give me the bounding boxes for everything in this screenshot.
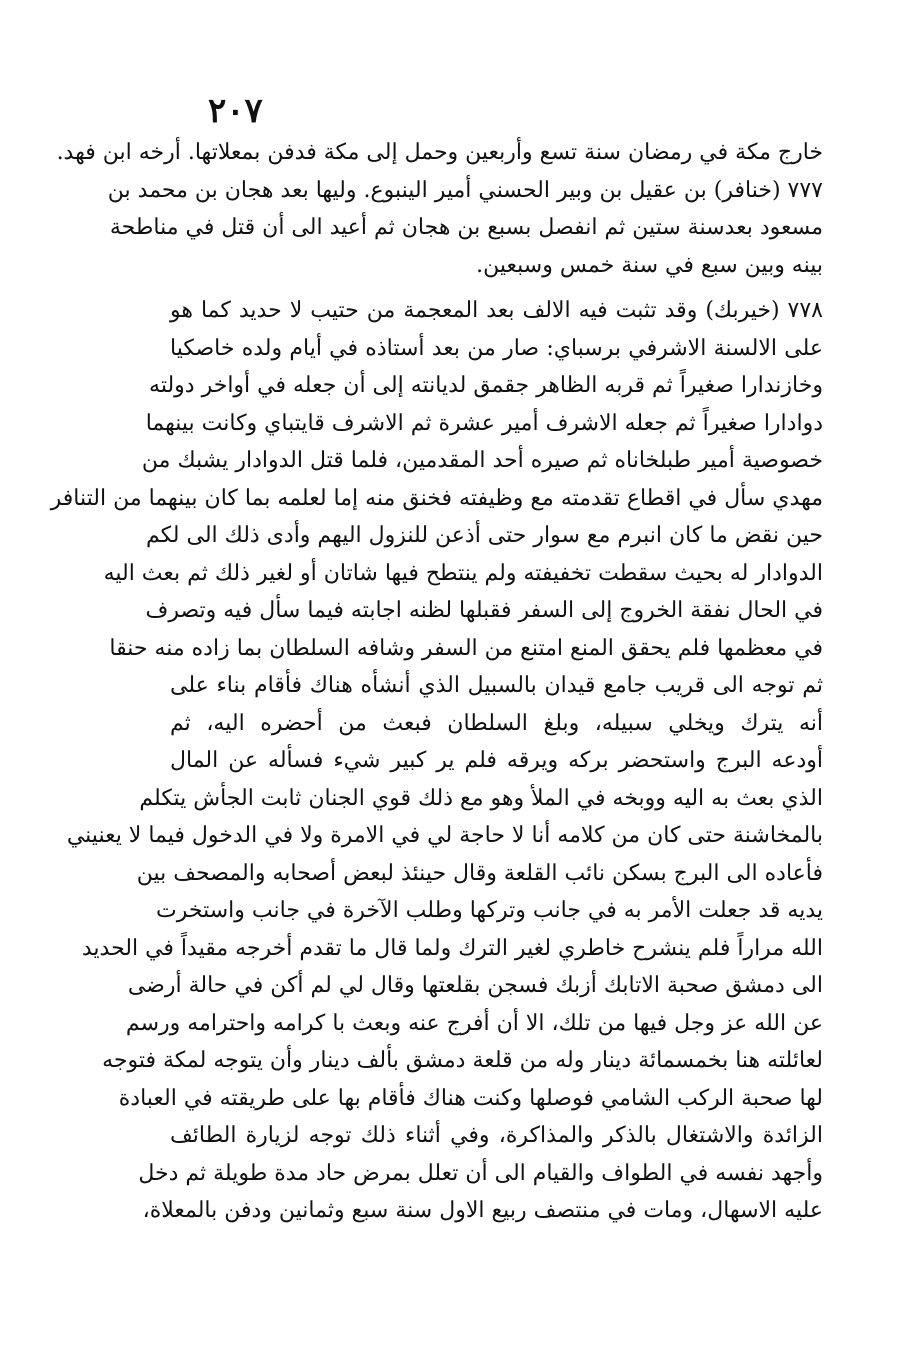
text-line: الى دمشق صحبة الاتابك أزبك فسجن بقلعتها وقال لي لم أكن في حالة أرضى: [127, 973, 823, 998]
text-line: الدوادار له بحيث سقطت تخفيفته ولم ينتطح فيها شاتان أو لغير ذلك ثم بعث اليه: [103, 560, 823, 586]
text-line: وخازندارا صغيراً ثم قربه الظاهر جقمق لديانته إلى أن جعله في أواخر دولته: [149, 373, 823, 398]
text-line: في الحال نفقة الخروج إلى السفر فقبلها لظنه اجابته فيما سأل فيه وتصرف: [145, 598, 823, 623]
body-text: [50, 134, 823, 1230]
text-line: مسعود بعدسنة ستين ثم انفصل بسبع بن هجان ثم أعيد الى أن قتل في مناطحة: [109, 215, 823, 240]
text-line: أنه يترك ويخلي سبيله، وبلغ السلطان فبعث من أحضره اليه، ثم: [170, 710, 823, 736]
text-line: وأجهد نفسه في الطواف والقيام الى أن تعلل بمرض حاد مدة طويلة ثم دخل: [138, 1160, 823, 1186]
text-line: الزائدة والاشتغال بالذكر والمذاكرة، وفي أثناء ذلك توجه لزيارة الطائف: [170, 1123, 823, 1148]
text-line: دوادارا صغيراً ثم جعله الاشرف أمير عشرة ثم الاشرف قايتباي وكانت بينهما: [145, 410, 823, 436]
text-line: الله مراراً فلم ينشرح خاطري لغير الترك ولما قال ما تقدم أخرجه مقيداً في الحديد: [81, 935, 823, 961]
text-line: فأعاده الى البرج بسكن نائب القلعة وقال حينئذ لبعض أصحابه والمصحف بين: [136, 860, 823, 886]
text-line: عليه الاسهال، ومات في منتصف ربيع الاول سنة سبع وثمانين ودفن بالمعلاة،: [142, 1198, 823, 1223]
text-line: على الالسنة الاشرفي برسباي: صار من بعد أستاذه في أيام ولده خاصكيا: [170, 335, 823, 361]
text-line: خصوصية أمير طبلخاناه ثم صيره أحد المقدمين، فلما قتل الدوادار يشبك من: [141, 448, 823, 473]
text-line: لها صحبة الركب الشامي فوصلها وكنت هناك فأقام بها على طريقته في العبادة: [118, 1085, 823, 1111]
text-line: الذي بعث به اليه ووبخه في الملأ وهو مع ذلك قوي الجنان ثابت الجأش يتكلم: [139, 785, 823, 811]
text-line: في معظمها فلم يحقق المنع امتنع من السفر وشافه السلطان بما زاده منه حنقا: [109, 635, 823, 661]
page-number: ٢٠٧: [208, 91, 263, 131]
text-line: مهدي سأل في اقطاع تقدمته مع وظيفته فخنق منه إما لعلمه بما كان بينهما من التنافر: [50, 485, 823, 511]
text-line: أودعه البرج واستحضر بركه ويرقه فلم ير كبير شيء فسأله عن المال: [170, 748, 823, 773]
text-line: حين نقض ما كان انبرم مع سوار حتى أذعن للنزول اليهم وأدى ذلك الى لكم: [146, 523, 823, 548]
text-line: خارج مكة في رمضان سنة تسع وأربعين وحمل إلى مكة فدفن بمعلاتها. أرخه ابن فهد.: [56, 140, 823, 165]
text-line: بالمخاشنة حتى كان من كلامه أنا لا حاجة لي في الامرة ولا في الدخول فيما لا يعنيني: [66, 823, 823, 848]
text-line: عن الله عز وجل فيها من تلك، الا أن أفرج عنه وبعث با كرامه واحترامه ورسم: [125, 1010, 823, 1036]
text-line: لعائلته هنا بخمسمائة دينار وله من قلعة دمشق بألف دينار وأن يتوجه لمكة فتوجه: [102, 1048, 823, 1073]
entry-777-heading-line: ٧٧٧ (خنافر) بن عقيل بن وبير الحسني أمير الينبوع. وليها بعد هجان بن محمد بن: [107, 177, 823, 203]
entry-778-heading-line: ٧٧٨ (خيربك) وقد تثبت فيه الالف بعد المعجمة من حتيب لا حديد كما هو: [170, 298, 823, 323]
text-line: يديه قد جعلت الأمر به في جانب وتركها وطلب الآخرة في جانب واستخرت: [156, 898, 823, 923]
text-line: بينه وبين سبع في سنة خمس وسبعين.: [476, 252, 823, 278]
text-line: ثم توجه الى قريب جامع قيدان بالسبيل الذي أنشأه هناك فأقام بناء على: [170, 673, 823, 698]
paragraph-gap: [170, 284, 823, 292]
